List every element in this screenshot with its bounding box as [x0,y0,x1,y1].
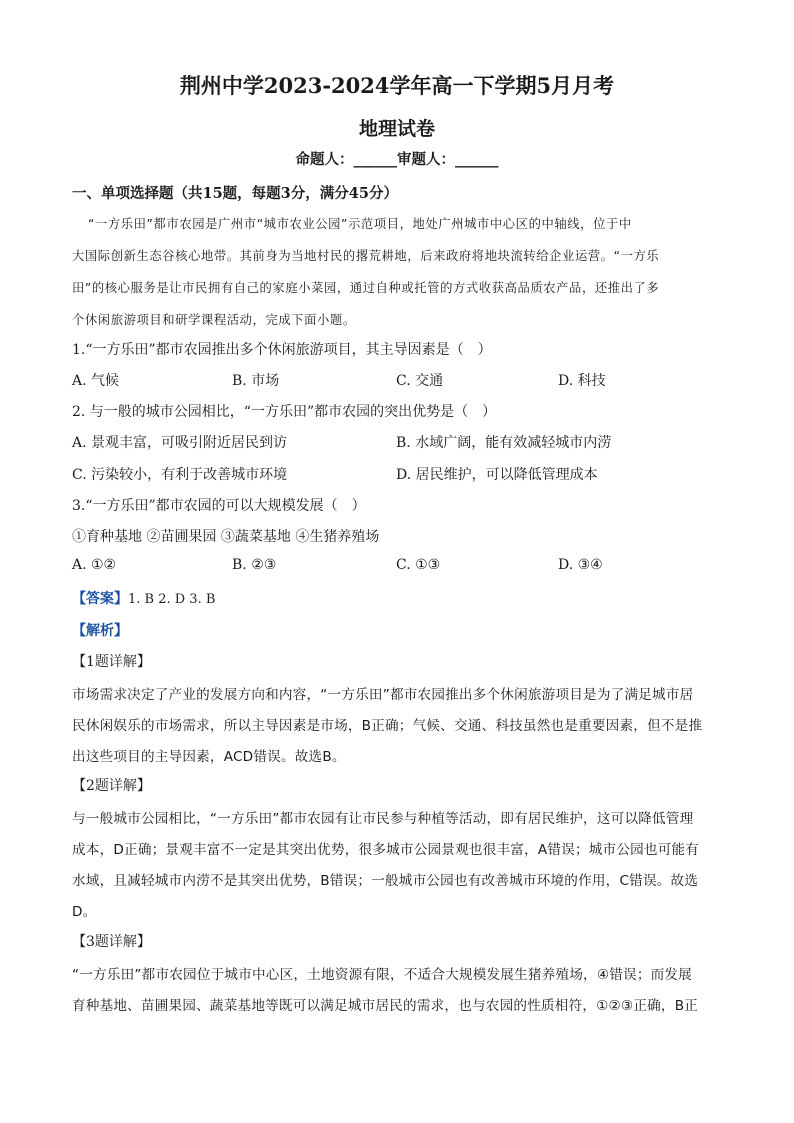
detail-2-tag: 【2题详解】 [72,778,151,794]
question-3-option-a: A. ①② [72,557,117,573]
detail-1-line: 民休闲娱乐的市场需求，所以主导因素是市场，B正确；气候、交通、科技虽然也是重要因素，但不是推 [72,718,703,734]
detail-3-line: “一方乐田”都市农园位于城市中心区，土地资源有限，不适合大规模发展生猪养殖场，④错误；而发展 [72,967,692,983]
passage-line: “一方乐田”都市农园是广州市“城市农业公园”示范项目，地处广州城市中心区的中轴线，位于中 [88,217,632,231]
question-2-option-c: C. 污染较小，有利于改善城市环境 [72,467,288,483]
author-line: 命题人：______审题人：______ [295,151,499,168]
question-1-option-d: D. 科技 [558,373,606,389]
analysis-row [72,620,722,640]
question-2-option-d: D. 居民维护，可以降低管理成本 [396,467,598,483]
question-3-option-b: B. ②③ [232,557,277,573]
answer-values: 1. B 2. D 3. B [128,592,216,607]
detail-1-line: 出这些项目的主导因素，ACD错误。故选B。 [72,749,346,765]
passage-line: 田”的核心服务是让市民拥有自己的家庭小菜园，通过自种或托管的方式收获高品质农产品，还推出了多 [72,281,660,295]
analysis-tag: 【解析】 [72,623,128,639]
question-2-stem: 2. 与一般的城市公园相比，“一方乐田”都市农园的突出优势是（ ） [72,404,497,420]
detail-2-line: 成本，D正确；景观丰富不一定是其突出优势，很多城市公园景观也很丰富，A错误；城市公园也可能有 [72,842,700,858]
exam-title: 荆州中学2023-2024学年高一下学期5月月考 [179,73,615,98]
detail-2-line: D。 [72,904,97,920]
question-3-option-c: C. ①③ [396,557,441,573]
section-heading: 一、单项选择题（共15题，每题3分，满分45分） [72,185,398,202]
question-3-stem: 3.“一方乐田”都市农园的可以大规模发展（ ） [72,498,366,514]
detail-3-tag: 【3题详解】 [72,934,151,950]
question-1-option-c: C. 交通 [396,373,444,389]
detail-2-line: 水域，且减轻城市内涝不是其突出优势，B错误；一般城市公园也有改善城市环境的作用，C错误。故选 [72,873,699,889]
detail-3-line: 育种基地、苗圃果园、蔬菜基地等既可以满足城市居民的需求，也与农园的性质相符，①②③正确，B正 [72,998,699,1014]
question-1-stem: 1.“一方乐田”都市农园推出多个休闲旅游项目，其主导因素是（ ） [72,342,492,358]
answer-tag: 【答案】 [72,591,128,607]
detail-1-tag: 【1题详解】 [72,654,151,670]
question-1-option-a: A. 气候 [72,373,120,389]
passage-line: 个休闲旅游项目和研学课程活动，完成下面小题。 [72,313,356,327]
exam-subtitle: 地理试卷 [358,118,435,140]
answer-row [72,588,722,608]
question-2-option-a: A. 景观丰富，可吸引附近居民到访 [72,435,288,451]
question-2-option-b: B. 水域广阔，能有效减轻城市内涝 [396,435,612,451]
detail-2-line: 与一般城市公园相比，“一方乐田”都市农园有让市民参与种植等活动，即有居民维护，这可以降低管理 [72,811,694,827]
question-1-option-b: B. 市场 [232,373,280,389]
question-3-option-d: D. ③④ [558,557,603,573]
question-3-items: ①育种基地 ②苗圃果园 ③蔬菜基地 ④生猪养殖场 [72,529,380,545]
passage-line: 大国际创新生态谷核心地带。其前身为当地村民的撂荒耕地，后来政府将地块流转给企业运营。“一方乐 [72,249,660,263]
detail-1-line: 市场需求决定了产业的发展方向和内容，“一方乐田”都市农园推出多个休闲旅游项目是为了满足城市居 [72,687,694,703]
